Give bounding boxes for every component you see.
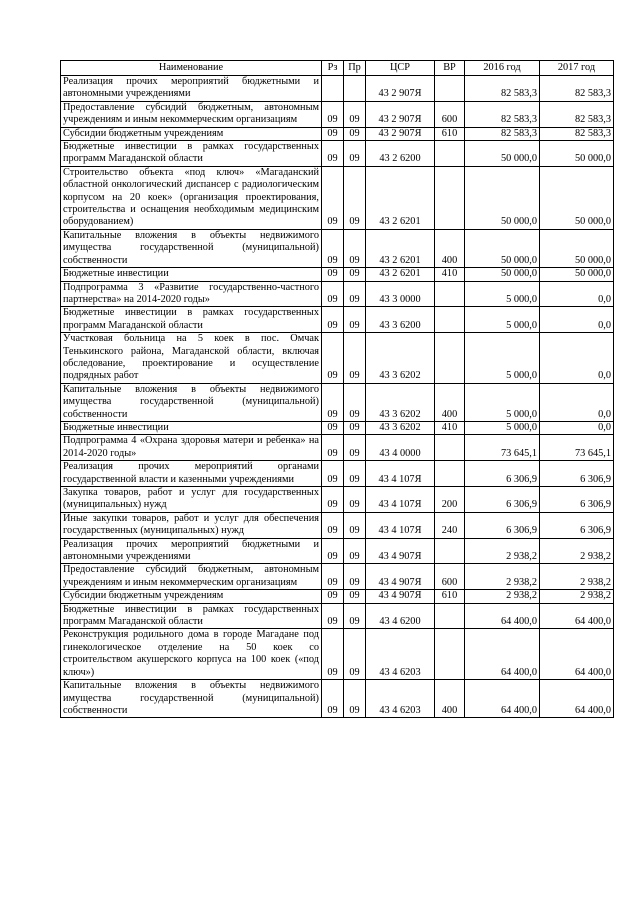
cell-name: Подпрограмма 3 «Развитие государственно-частного партнерства» на 2014-2020 годы» (61, 281, 322, 307)
cell-pr: 09 (344, 564, 366, 590)
cell-rz: 09 (322, 590, 344, 603)
cell-vr (435, 166, 465, 229)
cell-2017: 0,0 (540, 383, 614, 421)
cell-2016: 6 306,9 (465, 461, 540, 487)
cell-csr: 43 4 907Я (366, 538, 435, 564)
cell-2016: 50 000,0 (465, 229, 540, 267)
table-row (61, 512, 614, 538)
cell-2016: 2 938,2 (465, 564, 540, 590)
cell-2016: 5 000,0 (465, 307, 540, 333)
table-row (61, 101, 614, 127)
cell-csr: 43 4 0000 (366, 435, 435, 461)
cell-csr: 43 2 6200 (366, 141, 435, 167)
cell-pr: 09 (344, 101, 366, 127)
cell-pr: 09 (344, 538, 366, 564)
cell-pr: 09 (344, 268, 366, 281)
table-row (61, 383, 614, 421)
cell-2017: 50 000,0 (540, 141, 614, 167)
cell-vr: 410 (435, 268, 465, 281)
cell-2017: 0,0 (540, 281, 614, 307)
cell-rz: 09 (322, 435, 344, 461)
cell-vr (435, 603, 465, 629)
cell-2017: 64 400,0 (540, 629, 614, 680)
cell-csr: 43 2 6201 (366, 166, 435, 229)
cell-2016: 2 938,2 (465, 590, 540, 603)
cell-csr: 43 2 907Я (366, 76, 435, 102)
cell-csr: 43 2 6201 (366, 268, 435, 281)
cell-name: Участковая больница на 5 коек в пос. Омчак Тенькинского района, Магаданской области, включая обследование, проектирование и осуществление подрядных работ (61, 333, 322, 384)
cell-2017: 0,0 (540, 333, 614, 384)
table-row (61, 141, 614, 167)
cell-vr (435, 281, 465, 307)
cell-pr: 09 (344, 141, 366, 167)
table-row (61, 590, 614, 603)
cell-name: Субсидии бюджетным учреждениям (61, 127, 322, 140)
cell-2017: 50 000,0 (540, 229, 614, 267)
cell-rz: 09 (322, 487, 344, 513)
table-row (61, 461, 614, 487)
cell-name: Предоставление субсидий бюджетным, автономным учреждениям и иным некоммерческим организациям (61, 101, 322, 127)
table-row (61, 229, 614, 267)
cell-pr: 09 (344, 127, 366, 140)
cell-pr: 09 (344, 281, 366, 307)
cell-name: Бюджетные инвестиции в рамках государственных программ Магаданской области (61, 307, 322, 333)
table-row (61, 564, 614, 590)
cell-pr: 09 (344, 307, 366, 333)
cell-name: Капитальные вложения в объекты недвижимого имущества государственной (муниципальной) собственности (61, 229, 322, 267)
cell-name: Иные закупки товаров, работ и услуг для обеспечения государственных (муниципальных) нужд (61, 512, 322, 538)
cell-2016: 5 000,0 (465, 421, 540, 434)
cell-2016: 50 000,0 (465, 268, 540, 281)
cell-csr: 43 3 6202 (366, 383, 435, 421)
cell-pr (344, 76, 366, 102)
cell-2017: 6 306,9 (540, 461, 614, 487)
cell-rz: 09 (322, 603, 344, 629)
cell-csr: 43 4 107Я (366, 487, 435, 513)
cell-rz: 09 (322, 383, 344, 421)
budget-table (60, 60, 614, 718)
cell-rz: 09 (322, 538, 344, 564)
column-header-vr: ВР (435, 61, 465, 76)
cell-vr: 240 (435, 512, 465, 538)
cell-pr: 09 (344, 461, 366, 487)
cell-2016: 50 000,0 (465, 166, 540, 229)
cell-2016: 82 583,3 (465, 127, 540, 140)
cell-name: Реализация прочих мероприятий бюджетными и автономными учреждениями (61, 538, 322, 564)
cell-vr (435, 76, 465, 102)
cell-csr: 43 3 6202 (366, 421, 435, 434)
cell-csr: 43 2 907Я (366, 101, 435, 127)
cell-2016: 82 583,3 (465, 101, 540, 127)
cell-rz: 09 (322, 680, 344, 718)
cell-rz: 09 (322, 307, 344, 333)
cell-vr (435, 461, 465, 487)
cell-2016: 64 400,0 (465, 629, 540, 680)
cell-vr: 200 (435, 487, 465, 513)
cell-vr: 400 (435, 680, 465, 718)
cell-csr: 43 4 907Я (366, 564, 435, 590)
table-row (61, 603, 614, 629)
cell-vr: 610 (435, 590, 465, 603)
cell-name: Субсидии бюджетным учреждениям (61, 590, 322, 603)
cell-2017: 50 000,0 (540, 268, 614, 281)
cell-pr: 09 (344, 512, 366, 538)
table-row (61, 680, 614, 718)
table-row (61, 281, 614, 307)
cell-2016: 5 000,0 (465, 281, 540, 307)
table-row (61, 166, 614, 229)
table-row (61, 487, 614, 513)
cell-csr: 43 4 107Я (366, 461, 435, 487)
cell-rz (322, 76, 344, 102)
cell-name: Капитальные вложения в объекты недвижимого имущества государственной (муниципальной) собственности (61, 383, 322, 421)
cell-vr: 610 (435, 127, 465, 140)
cell-2016: 64 400,0 (465, 603, 540, 629)
table-row (61, 538, 614, 564)
cell-2017: 2 938,2 (540, 590, 614, 603)
cell-name: Строительство объекта «под ключ» «Магаданский областной онкологический диспансер с радиологическим корпусом на 20 коек» (организация проектирования, строительства и оснащения необходимым медицинским оборудованием) (61, 166, 322, 229)
cell-name: Реализация прочих мероприятий органами государственной власти и казенными учреждениями (61, 461, 322, 487)
table-row (61, 333, 614, 384)
cell-2017: 64 400,0 (540, 603, 614, 629)
cell-2016: 64 400,0 (465, 680, 540, 718)
cell-2016: 6 306,9 (465, 487, 540, 513)
cell-rz: 09 (322, 281, 344, 307)
cell-csr: 43 2 6201 (366, 229, 435, 267)
column-header-csr: ЦСР (366, 61, 435, 76)
cell-name: Бюджетные инвестиции (61, 421, 322, 434)
cell-pr: 09 (344, 435, 366, 461)
table-row (61, 307, 614, 333)
cell-rz: 09 (322, 101, 344, 127)
cell-rz: 09 (322, 564, 344, 590)
cell-2016: 5 000,0 (465, 333, 540, 384)
cell-csr: 43 4 6203 (366, 680, 435, 718)
cell-2017: 0,0 (540, 307, 614, 333)
column-header-rz: Рз (322, 61, 344, 76)
cell-rz: 09 (322, 268, 344, 281)
table-body (61, 76, 614, 718)
cell-csr: 43 4 6200 (366, 603, 435, 629)
cell-csr: 43 3 6202 (366, 333, 435, 384)
column-header-2017: 2017 год (540, 61, 614, 76)
cell-vr (435, 629, 465, 680)
cell-rz: 09 (322, 461, 344, 487)
cell-2016: 5 000,0 (465, 383, 540, 421)
cell-rz: 09 (322, 333, 344, 384)
table-row (61, 629, 614, 680)
table-row (61, 127, 614, 140)
table-row (61, 421, 614, 434)
cell-pr: 09 (344, 629, 366, 680)
column-header-2016: 2016 год (465, 61, 540, 76)
cell-pr: 09 (344, 680, 366, 718)
cell-2017: 82 583,3 (540, 127, 614, 140)
column-header-pr: Пр (344, 61, 366, 76)
cell-csr: 43 4 907Я (366, 590, 435, 603)
cell-csr: 43 2 907Я (366, 127, 435, 140)
cell-name: Подпрограмма 4 «Охрана здоровья матери и ребенка» на 2014-2020 годы» (61, 435, 322, 461)
cell-2017: 2 938,2 (540, 538, 614, 564)
cell-rz: 09 (322, 629, 344, 680)
cell-pr: 09 (344, 487, 366, 513)
table-row (61, 268, 614, 281)
cell-2017: 82 583,3 (540, 101, 614, 127)
cell-pr: 09 (344, 333, 366, 384)
cell-name: Предоставление субсидий бюджетным, автономным учреждениям и иным некоммерческим организациям (61, 564, 322, 590)
cell-vr: 400 (435, 383, 465, 421)
cell-2016: 50 000,0 (465, 141, 540, 167)
cell-vr (435, 141, 465, 167)
cell-2016: 82 583,3 (465, 76, 540, 102)
cell-rz: 09 (322, 166, 344, 229)
cell-2017: 0,0 (540, 421, 614, 434)
cell-2016: 6 306,9 (465, 512, 540, 538)
cell-2017: 50 000,0 (540, 166, 614, 229)
cell-2017: 2 938,2 (540, 564, 614, 590)
cell-name: Закупка товаров, работ и услуг для государственных (муниципальных) нужд (61, 487, 322, 513)
table-header-row (61, 61, 614, 76)
cell-name: Бюджетные инвестиции в рамках государственных программ Магаданской области (61, 141, 322, 167)
cell-pr: 09 (344, 421, 366, 434)
cell-vr: 400 (435, 229, 465, 267)
table-row (61, 76, 614, 102)
cell-csr: 43 4 6203 (366, 629, 435, 680)
cell-pr: 09 (344, 229, 366, 267)
cell-pr: 09 (344, 166, 366, 229)
cell-csr: 43 3 6200 (366, 307, 435, 333)
cell-name: Реализация прочих мероприятий бюджетными и автономными учреждениями (61, 76, 322, 102)
cell-csr: 43 3 0000 (366, 281, 435, 307)
cell-2017: 73 645,1 (540, 435, 614, 461)
cell-vr (435, 333, 465, 384)
cell-pr: 09 (344, 603, 366, 629)
cell-rz: 09 (322, 141, 344, 167)
cell-2017: 64 400,0 (540, 680, 614, 718)
cell-rz: 09 (322, 127, 344, 140)
cell-2016: 73 645,1 (465, 435, 540, 461)
cell-2016: 2 938,2 (465, 538, 540, 564)
cell-rz: 09 (322, 421, 344, 434)
cell-2017: 82 583,3 (540, 76, 614, 102)
cell-name: Бюджетные инвестиции в рамках государственных программ Магаданской области (61, 603, 322, 629)
cell-vr (435, 435, 465, 461)
cell-name: Капитальные вложения в объекты недвижимого имущества государственной (муниципальной) собственности (61, 680, 322, 718)
cell-rz: 09 (322, 229, 344, 267)
column-header-name: Наименование (61, 61, 322, 76)
cell-name: Реконструкция родильного дома в городе Магадане под гинекологическое отделение на 50 коек со строительством акушерского корпуса на 100 коек («под ключ») (61, 629, 322, 680)
cell-vr (435, 307, 465, 333)
cell-name: Бюджетные инвестиции (61, 268, 322, 281)
cell-vr: 600 (435, 564, 465, 590)
table-row (61, 435, 614, 461)
cell-rz: 09 (322, 512, 344, 538)
cell-pr: 09 (344, 383, 366, 421)
cell-vr: 410 (435, 421, 465, 434)
cell-vr (435, 538, 465, 564)
cell-pr: 09 (344, 590, 366, 603)
cell-vr: 600 (435, 101, 465, 127)
cell-csr: 43 4 107Я (366, 512, 435, 538)
cell-2017: 6 306,9 (540, 512, 614, 538)
cell-2017: 6 306,9 (540, 487, 614, 513)
